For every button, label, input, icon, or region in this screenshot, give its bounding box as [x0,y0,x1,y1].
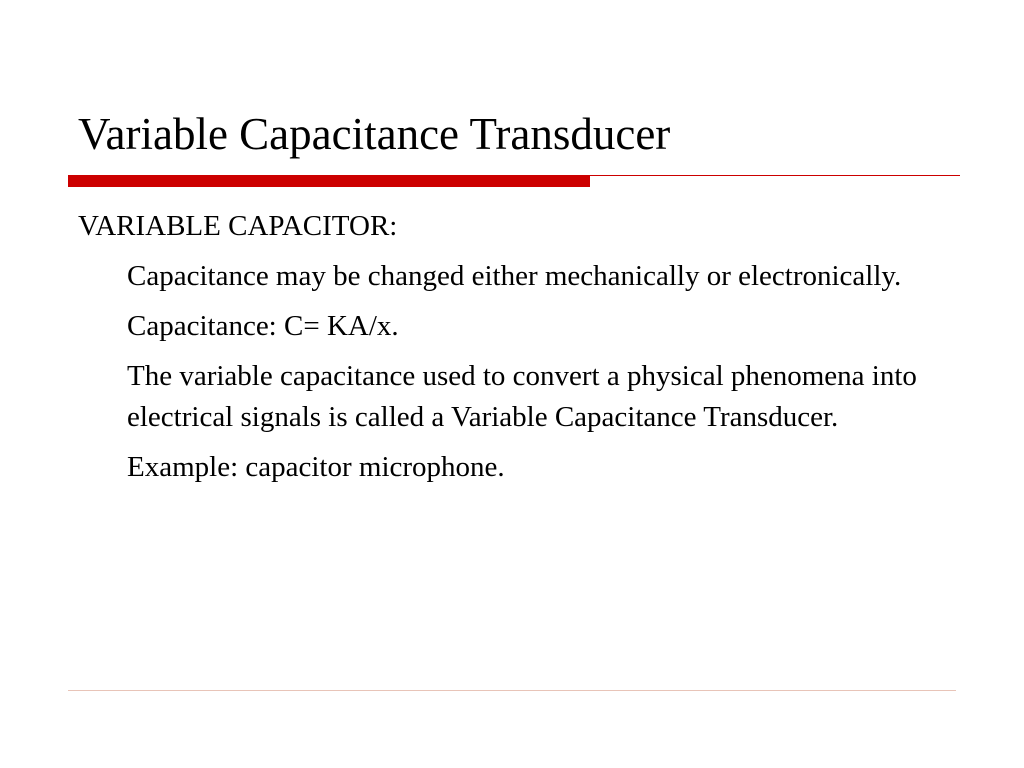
body-paragraph-2: Capacitance: C= KA/x. [127,310,399,342]
section-heading: VARIABLE CAPACITOR: [78,210,398,242]
footer-divider [68,690,956,691]
body-paragraph-4: Example: capacitor microphone. [127,451,505,483]
slide-title: Variable Capacitance Transducer [78,109,671,159]
body-paragraph-3: The variable capacitance used to convert a physical phenomena into electrical signals is called a Variable Capacitance Transducer. [127,360,917,433]
title-underline-thin [590,175,960,176]
slide-body [78,206,958,497]
body-paragraph-1: Capacitance may be changed either mechanically or electronically. [127,260,902,292]
title-underline-thick [68,175,590,187]
